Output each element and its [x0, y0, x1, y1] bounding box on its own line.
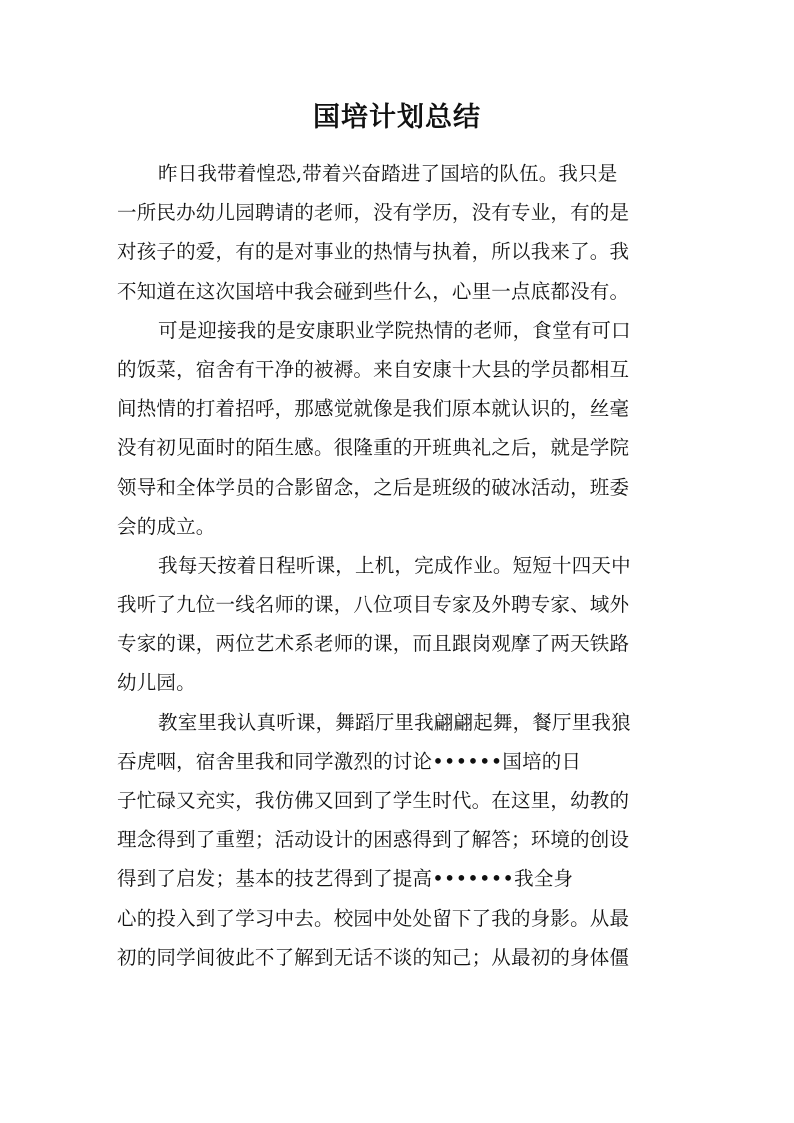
text-line: 没有初见面时的陌生感。很隆重的开班典礼之后，就是学院	[117, 436, 630, 460]
text-line: 专家的课，两位艺术系老师的课，而且跟岗观摩了两天铁路	[117, 632, 630, 656]
text-line: 幼儿园。	[117, 671, 196, 695]
document-body	[117, 154, 677, 977]
text-line: 不知道在这次国培中我会碰到些什么，心里一点底都没有。	[117, 279, 630, 303]
text-line: 子忙碌又充实，我仿佛又回到了学生时代。在这里，幼教的	[117, 789, 630, 812]
text-line: 得到了启发；基本的技艺得到了提高•••••••我全身	[117, 867, 574, 891]
text-line: 领导和全体学员的合影留念，之后是班级的破冰活动，班委	[117, 475, 630, 499]
text-line: 间热情的打着招呼，那感觉就像是我们原本就认识的，丝毫	[117, 397, 630, 421]
text-line: 我每天按着日程听课，上机，完成作业。短短十四天中	[158, 553, 631, 577]
text-line: 我听了九位一线名师的课，八位项目专家及外聘专家、域外	[117, 593, 630, 617]
text-line: 会的成立。	[117, 514, 216, 538]
text-line: 一所民办幼儿园聘请的老师，没有学历，没有专业，有的是	[117, 201, 630, 225]
text-line: 理念得到了重塑；活动设计的困惑得到了解答；环境的创设	[117, 828, 630, 852]
text-line: 对孩子的爱，有的是对事业的热情与执着，所以我来了。我	[117, 240, 630, 264]
text-line: 的饭菜，宿舍有干净的被褥。来自安康十大县的学员都相互	[117, 357, 630, 381]
text-line: 昨日我带着惶恐,带着兴奋踏进了国培的队伍。我只是	[158, 162, 618, 185]
text-line: 吞虎咽，宿舍里我和同学激烈的讨论••••••国培的日	[117, 749, 582, 773]
document-title: 国培计划总结	[313, 102, 481, 133]
text-line: 初的同学间彼此不了解到无话不谈的知己；从最初的身体僵	[117, 945, 630, 969]
text-line: 心的投入到了学习中去。校园中处处留下了我的身影。从最	[117, 906, 630, 930]
text-line: 可是迎接我的是安康职业学院热情的老师，食堂有可口	[158, 318, 631, 342]
text-line: 教室里我认真听课，舞蹈厅里我翩翩起舞，餐厅里我狼	[158, 710, 631, 734]
